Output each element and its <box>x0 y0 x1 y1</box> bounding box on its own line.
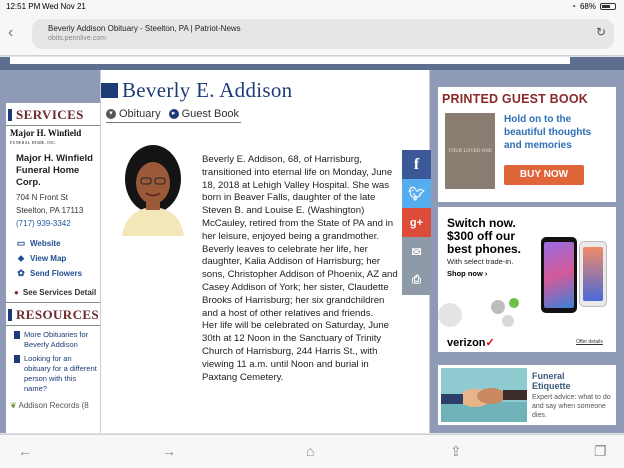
email-icon[interactable]: ✉ <box>402 237 431 266</box>
document-icon <box>14 355 20 363</box>
map-pin-icon: ⬥ <box>17 253 25 263</box>
tabs-icon[interactable]: ❐ <box>594 443 607 459</box>
shop-now-link[interactable]: Shop now › <box>447 269 488 278</box>
verizon-subtext: With select trade-in. <box>447 257 514 266</box>
tab-obituary[interactable]: ▾ Obituary <box>106 108 161 120</box>
chevron-right-icon: ▸ <box>169 109 179 119</box>
etiquette-title: Funeral Etiquette <box>532 371 571 391</box>
services-heading: SERVICES <box>6 103 100 126</box>
guest-book-image: YOUR LOVED ONE <box>445 113 495 189</box>
phone-link[interactable]: (717) 939-3342 <box>16 219 71 228</box>
offer-details-link[interactable]: Offer details <box>576 339 603 345</box>
obituary-paragraph: Beverly leaves to celebrate her life, her daughter, Kalia Addison of Harrisburg; her sons, Christopher Addison of Phoenix, AZ and Casey Addison of York; her sister, Claudette Brooks of Harrisburg; her six grandchildren and a host of other relatives and friends. <box>202 243 398 319</box>
verizon-headline: Switch now. $300 off our best phones. <box>447 216 522 256</box>
guest-book-heading: PRINTED GUEST BOOK <box>442 92 588 106</box>
home-icon[interactable]: ⌂ <box>306 443 315 459</box>
web-page <box>0 57 624 433</box>
monitor-icon: ▭ <box>16 238 26 248</box>
google-plus-icon[interactable]: g+ <box>402 208 431 237</box>
obituary-text <box>202 154 402 384</box>
status-bar <box>0 0 624 14</box>
title-marker <box>101 83 118 98</box>
resource-link[interactable]: More Obituaries for Beverly Addison <box>6 326 100 350</box>
portrait-photo <box>116 139 190 236</box>
decorative-circles <box>438 293 548 333</box>
verizon-ad[interactable] <box>438 207 616 352</box>
send-flowers-link[interactable]: ✿ Send Flowers <box>17 268 83 278</box>
bullet-icon: ● <box>14 288 19 297</box>
funeral-home-address: 704 N Front St Steelton, PA 17113 (717) 939-3342 <box>6 189 100 230</box>
tab-guest-book[interactable]: ▸ Guest Book <box>169 108 239 120</box>
buy-now-button[interactable]: BUY NOW <box>504 165 584 185</box>
facebook-icon[interactable]: f <box>402 150 431 179</box>
funeral-home-name: Major H. Winfield Funeral Home Corp. <box>16 153 93 188</box>
reload-icon[interactable]: ↻ <box>595 25 606 39</box>
battery-icon <box>600 3 616 10</box>
share-icon[interactable]: ⇪ <box>450 443 462 459</box>
website-link[interactable]: ▭ Website <box>16 238 61 248</box>
share-bar <box>402 150 431 295</box>
guest-book-tagline: Hold on to the beautiful thoughts and memories <box>504 114 592 151</box>
obituary-tabs <box>106 108 241 123</box>
header-band <box>0 57 624 70</box>
left-sidebar <box>6 103 100 433</box>
wifi-icon: ◔ <box>571 2 576 11</box>
back-arrow-icon[interactable]: ‹ <box>8 24 14 41</box>
etiquette-image <box>441 368 527 422</box>
view-map-link[interactable]: ⬥ View Map <box>17 253 67 263</box>
battery-percent: 68% <box>579 2 596 11</box>
verizon-logo: verizon✓ <box>447 337 495 349</box>
status-time: 12:51 PM <box>6 2 41 11</box>
obituary-paragraph: Beverly E. Addison, 68, of Harrisburg, transitioned into eternal life on Monday, June 18, 2018 at Lehigh Valley Hospital. She was born in Beaver Falls, daughter of the late Steven B. and Louise E. (Washington) McCauley, retired from the State of PA and in her leisure, enjoyed being a grandmother. <box>202 154 394 242</box>
leaf-icon: ❦ <box>10 401 17 410</box>
document-icon <box>14 331 20 339</box>
forward-arrow-icon[interactable]: → <box>162 443 176 459</box>
chevron-down-icon: ▾ <box>106 109 116 119</box>
page-title: Beverly Addison Obituary - Steelton, PA | Patriot-News <box>48 24 241 33</box>
status-date: Wed Nov 21 <box>42 2 86 11</box>
resources-heading: RESOURCES <box>6 303 100 326</box>
etiquette-description: Expert advice: what to do and say when someone dies. <box>532 394 611 419</box>
deceased-name: Beverly E. Addison <box>122 78 293 102</box>
back-arrow-icon[interactable]: ← <box>18 443 32 459</box>
records-link[interactable]: ❦ Addison Records (8 <box>10 401 89 410</box>
obituary-panel <box>100 70 430 433</box>
address-bar[interactable] <box>32 19 614 49</box>
page-domain: obits.pennlive.com <box>48 35 106 42</box>
obituary-paragraph: Her life will be celebrated on Saturday, June 30th at 12 Noon in the Sanctuary of Trinity Church of Harrisburg, 244 Harris St., with viewing 11 a.m. until Noon and burial in Paxtang Cemetery. <box>202 320 390 383</box>
guest-book-ad[interactable] <box>438 87 616 202</box>
resource-link[interactable]: Looking for an obituary for a different person with this name? <box>6 350 100 394</box>
twitter-icon[interactable]: 🐦︎ <box>402 179 431 208</box>
phone-image <box>579 241 607 307</box>
print-icon[interactable]: ⎙ <box>402 266 431 295</box>
flower-icon: ✿ <box>17 268 25 278</box>
obituary-title <box>101 78 292 103</box>
see-services-link[interactable]: ● See Services Detail <box>6 281 100 303</box>
bottom-toolbar <box>0 434 624 468</box>
browser-toolbar <box>0 14 624 56</box>
funeral-etiquette-card[interactable] <box>438 365 616 425</box>
funeral-home-logo: Major H. Winfield FUNERAL HOME, INC. <box>10 128 82 145</box>
